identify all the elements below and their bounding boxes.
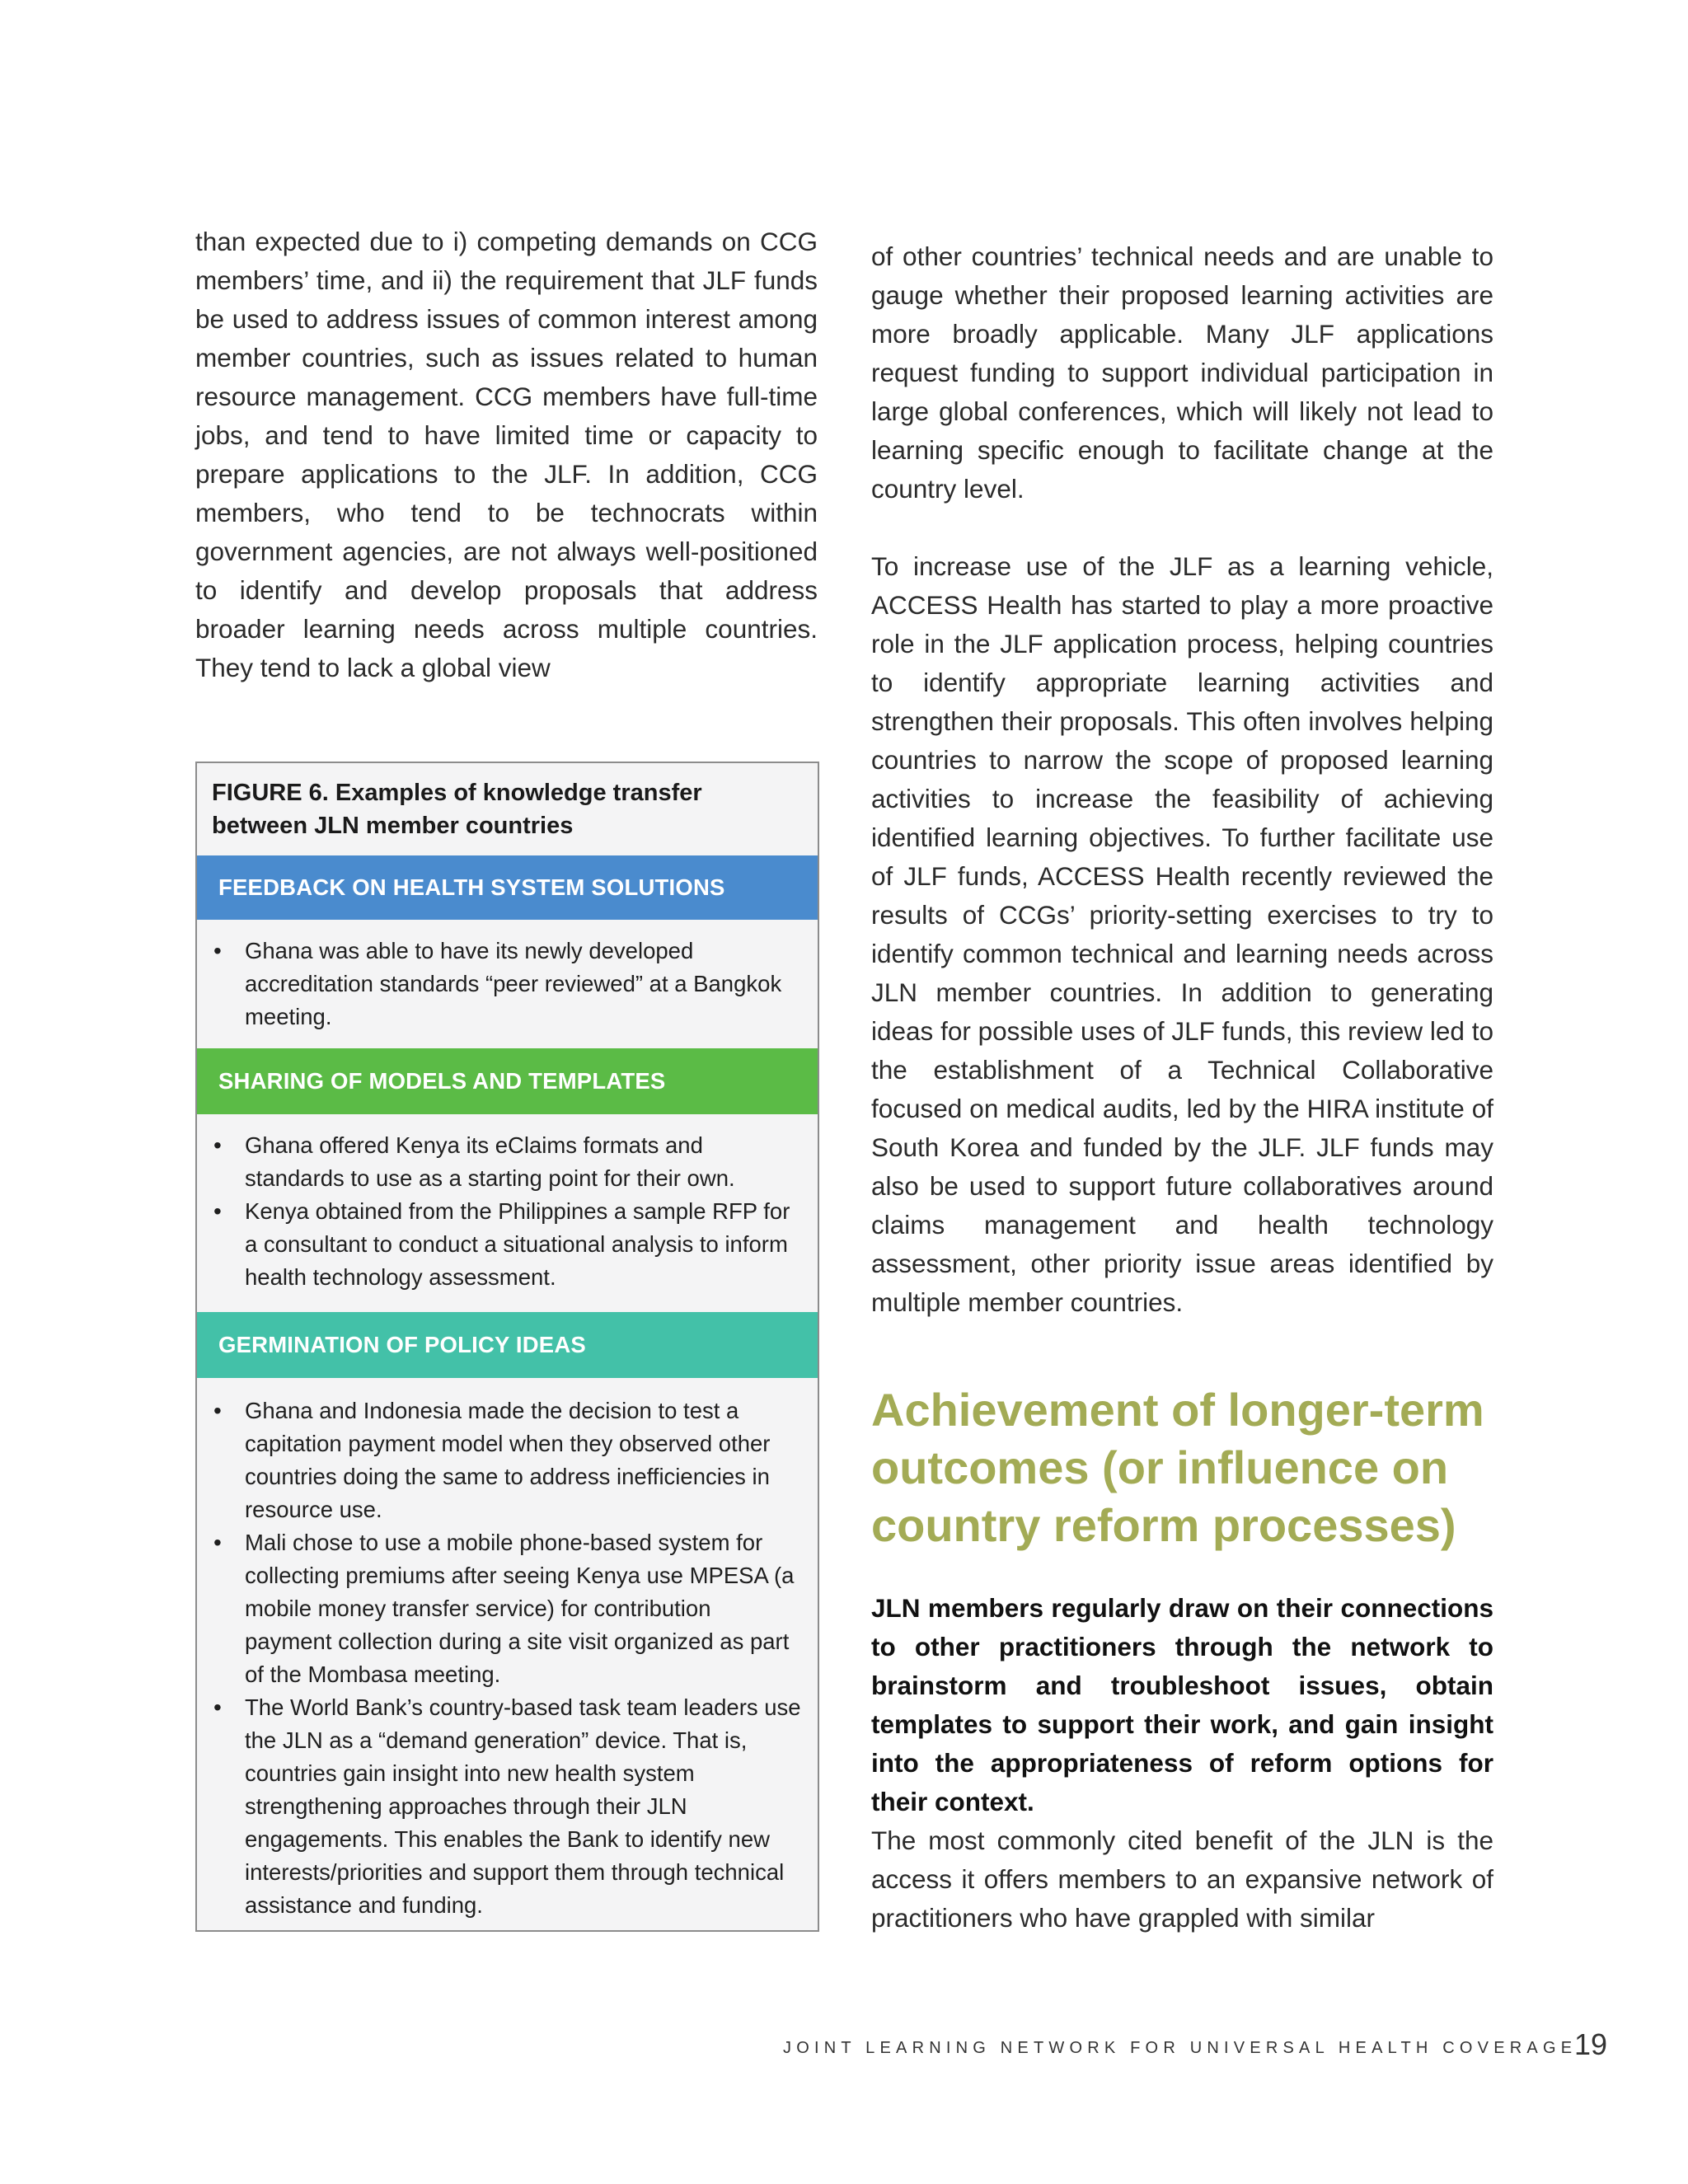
section-heading-feedback: FEEDBACK ON HEALTH SYSTEM SOLUTIONS <box>197 855 818 920</box>
right-paragraph-2: To increase use of the JLF as a learning vehicle, ACCESS Health has started to play a more proactive role in the JLF application process, helping countries to identify appropriate learning activities and strengthen their proposals. This often involves helping countries to narrow the scope of proposed learning activities to increase the feasibility of achieving identified learning objectives. To further facilitate use of JLF funds, ACCESS Health recently reviewed the results of CCGs’ priority-setting exercises to try to identify common technical and learning needs across JLN member countries. In addition to generating ideas for possible uses of JLF funds, this review led to the establishment of a Technical Collaborative focused on medical audits, led by the HIRA institute of South Korea and funded by the JLF. JLF funds may also be used to support future collaboratives around claims management and health technology assessment, other priority issue areas identified by multiple member countries. <box>871 551 1493 1317</box>
lead-paragraph: JLN members regularly draw on their connections to other practitioners through the network to brainstorm and troubleshoot issues, obtain templates to support their work, and gain insight into the appropriateness of reform options for their context. <box>871 1593 1493 1816</box>
list-item: • Kenya obtained from the Philippines a sample RFP for a consultant to conduct a situational analysis to inform health technology assessment. <box>213 1195 801 1294</box>
section-list-feedback <box>197 920 818 1048</box>
section-heading: Achievement of longer-term outcomes (or influence on country reform processes) <box>871 1384 1484 1551</box>
list-item: • Mali chose to use a mobile phone-based system for collecting premiums after seeing Kenya use MPESA (a mobile money transfer service) for contribution payment collection during a site visit organized as part of the Mombasa meeting. <box>213 1526 801 1691</box>
page-number: 19 <box>1574 2027 1608 2061</box>
figure-title: FIGURE 6. Examples of knowledge transfer between JLN member countries <box>212 780 702 839</box>
right-paragraph-3: The most commonly cited benefit of the JLN is the access it offers members to an expansive network of practitioners who have grappled with similar <box>871 1825 1493 1933</box>
list-item: • Ghana offered Kenya its eClaims formats and standards to use as a starting point for their own. <box>213 1129 801 1195</box>
section-heading-germination: GERMINATION OF POLICY IDEAS <box>197 1312 818 1378</box>
section-heading-sharing: SHARING OF MODELS AND TEMPLATES <box>197 1048 818 1114</box>
section-list-sharing <box>197 1114 818 1312</box>
figure-6-box <box>195 762 819 1932</box>
footer-text: JOINT LEARNING NETWORK FOR UNIVERSAL HEALTH COVERAGE <box>783 2039 1578 2057</box>
list-item: • Ghana and Indonesia made the decision to test a capitation payment model when they observed other countries doing the same to address inefficiencies in resource use. <box>213 1394 801 1526</box>
right-column <box>871 237 1493 1938</box>
section-list-germination <box>197 1378 818 1937</box>
list-item: • The World Bank’s country-based task team leaders use the JLN as a “demand generation” device. That is, countries gain insight into new health system strengthening approaches through their JLN engagements. This enables the Bank to identify new interests/priorities and support them through technical assistance and funding. <box>213 1691 801 1922</box>
right-paragraph-1: of other countries’ technical needs and are unable to gauge whether their proposed learning activities are more broadly applicable. Many JLF applications request funding to support individual participation in large global conferences, which will likely not lead to learning specific enough to facilitate change at the country level. <box>871 241 1493 504</box>
list-item: • Ghana was able to have its newly developed accreditation standards “peer reviewed” at a Bangkok meeting. <box>213 935 801 1033</box>
left-column <box>195 223 818 687</box>
left-paragraph: than expected due to i) competing demands on CCG members’ time, and ii) the requirement that JLF funds be used to address issues of common interest among member countries, such as issues related to human resource management. CCG members have full-time jobs, and tend to have limited time or capacity to prepare applications to the JLF. In addition, CCG members, who tend to be technocrats within government agencies, are not always well-positioned to identify and develop proposals that address broader learning needs across multiple countries. They tend to lack a global view <box>195 227 818 682</box>
